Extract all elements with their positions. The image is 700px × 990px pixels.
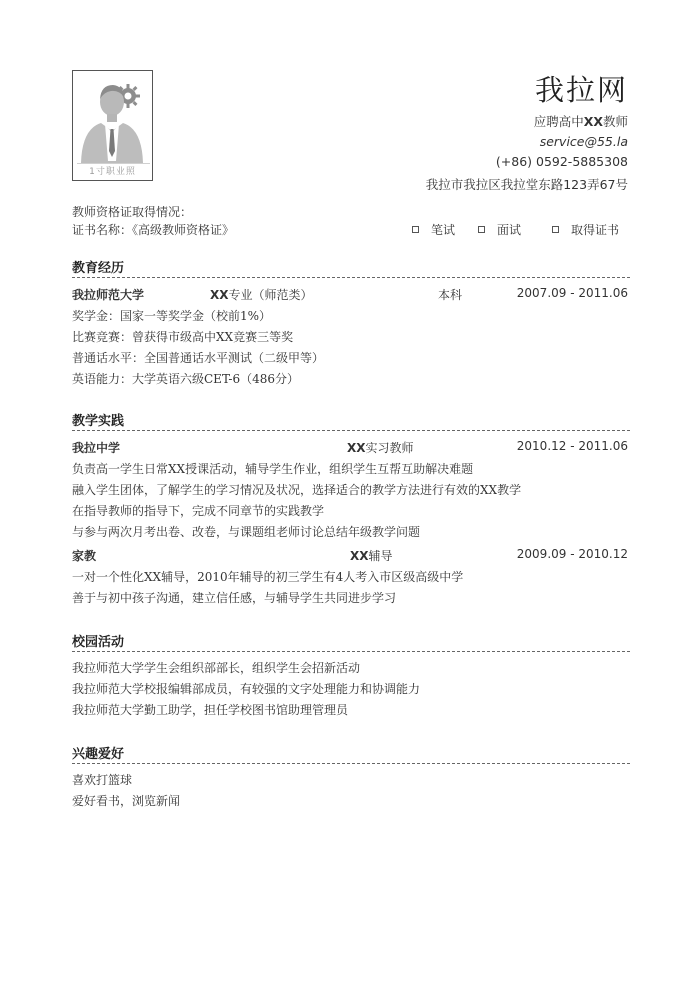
- option-certified[interactable]: 取得证书: [552, 221, 619, 238]
- checkbox-icon[interactable]: [412, 226, 419, 233]
- campus-line: 我拉师范大学勤工助学，担任学校图书馆助理管理员: [72, 703, 349, 717]
- divider: [72, 763, 630, 764]
- section-title-practice: 教学实践: [72, 414, 125, 429]
- certificate-name: 证书名称：《高级教师资格证》: [72, 223, 235, 237]
- address: 我拉市我拉区我拉堂东路123弄67号: [425, 177, 628, 192]
- school-name: 我拉师范大学: [72, 288, 145, 302]
- job-line: 在指导教师的指导下，完成不同章节的实践教学: [72, 504, 325, 518]
- job-line: 融入学生团体，了解学生的学习情况及状况，选择适合的教学方法进行有效的XX教学: [72, 483, 522, 497]
- major: XX专业（师范类）: [210, 288, 313, 302]
- job-org: 家教: [72, 549, 97, 563]
- photo-caption: 1寸职业照: [89, 167, 136, 177]
- checkbox-icon[interactable]: [478, 226, 485, 233]
- education-line: 普通话水平：全国普通话水平测试（二级甲等）: [72, 351, 325, 365]
- divider: [72, 430, 630, 431]
- job-role: XX辅导: [350, 549, 393, 563]
- job-line: 负责高一学生日常XX授课活动，辅导学生作业，组织学生互帮互助解决难题: [72, 462, 474, 476]
- job-role: XX实习教师: [347, 441, 414, 455]
- option-interview[interactable]: 面试: [478, 221, 521, 238]
- education-date: 2007.09 - 2011.06: [516, 286, 628, 300]
- email[interactable]: service@55.la: [539, 134, 628, 149]
- job-line: 一对一个性化XX辅导，2010年辅导的初三学生有4人考入市区级高级中学: [72, 570, 464, 584]
- campus-line: 我拉师范大学学生会组织部部长，组织学生会招新活动: [72, 661, 361, 675]
- section-title-campus: 校园活动: [72, 635, 125, 650]
- education-line: 奖学金：国家一等奖学金（校前1%）: [72, 309, 272, 323]
- hobby-line: 爱好看书，浏览新闻: [72, 794, 181, 808]
- degree: 本科: [438, 288, 463, 302]
- section-title-hobby: 兴趣爱好: [72, 747, 125, 762]
- certificate-title: 教师资格证取得情况：: [72, 205, 193, 219]
- section-title-education: 教育经历: [72, 261, 125, 276]
- divider: [72, 651, 630, 652]
- profile-photo: [72, 70, 153, 181]
- applied-position: 应聘高中XX教师: [533, 114, 628, 129]
- divider: [72, 277, 630, 278]
- education-line: 英语能力：大学英语六级CET-6（486分）: [72, 372, 299, 386]
- applicant-name: 我拉网: [534, 73, 628, 107]
- job-line: 善于与初中孩子沟通，建立信任感，与辅导学生共同进步学习: [72, 591, 397, 605]
- job-line: 与参与两次月考出卷、改卷，与课题组老师讨论总结年级教学问题: [72, 525, 421, 539]
- job-date: 2009.09 - 2010.12: [516, 547, 628, 561]
- phone: (+86) 0592-5885308: [495, 154, 628, 169]
- option-written-test[interactable]: 笔试: [412, 221, 455, 238]
- checkbox-icon[interactable]: [552, 226, 559, 233]
- hobby-line: 喜欢打篮球: [72, 773, 133, 787]
- job-org: 我拉中学: [72, 441, 121, 455]
- campus-line: 我拉师范大学校报编辑部成员，有较强的文字处理能力和协调能力: [72, 682, 421, 696]
- education-line: 比赛竞赛：曾获得市级高中XX竞赛三等奖: [72, 330, 294, 344]
- job-date: 2010.12 - 2011.06: [516, 439, 628, 453]
